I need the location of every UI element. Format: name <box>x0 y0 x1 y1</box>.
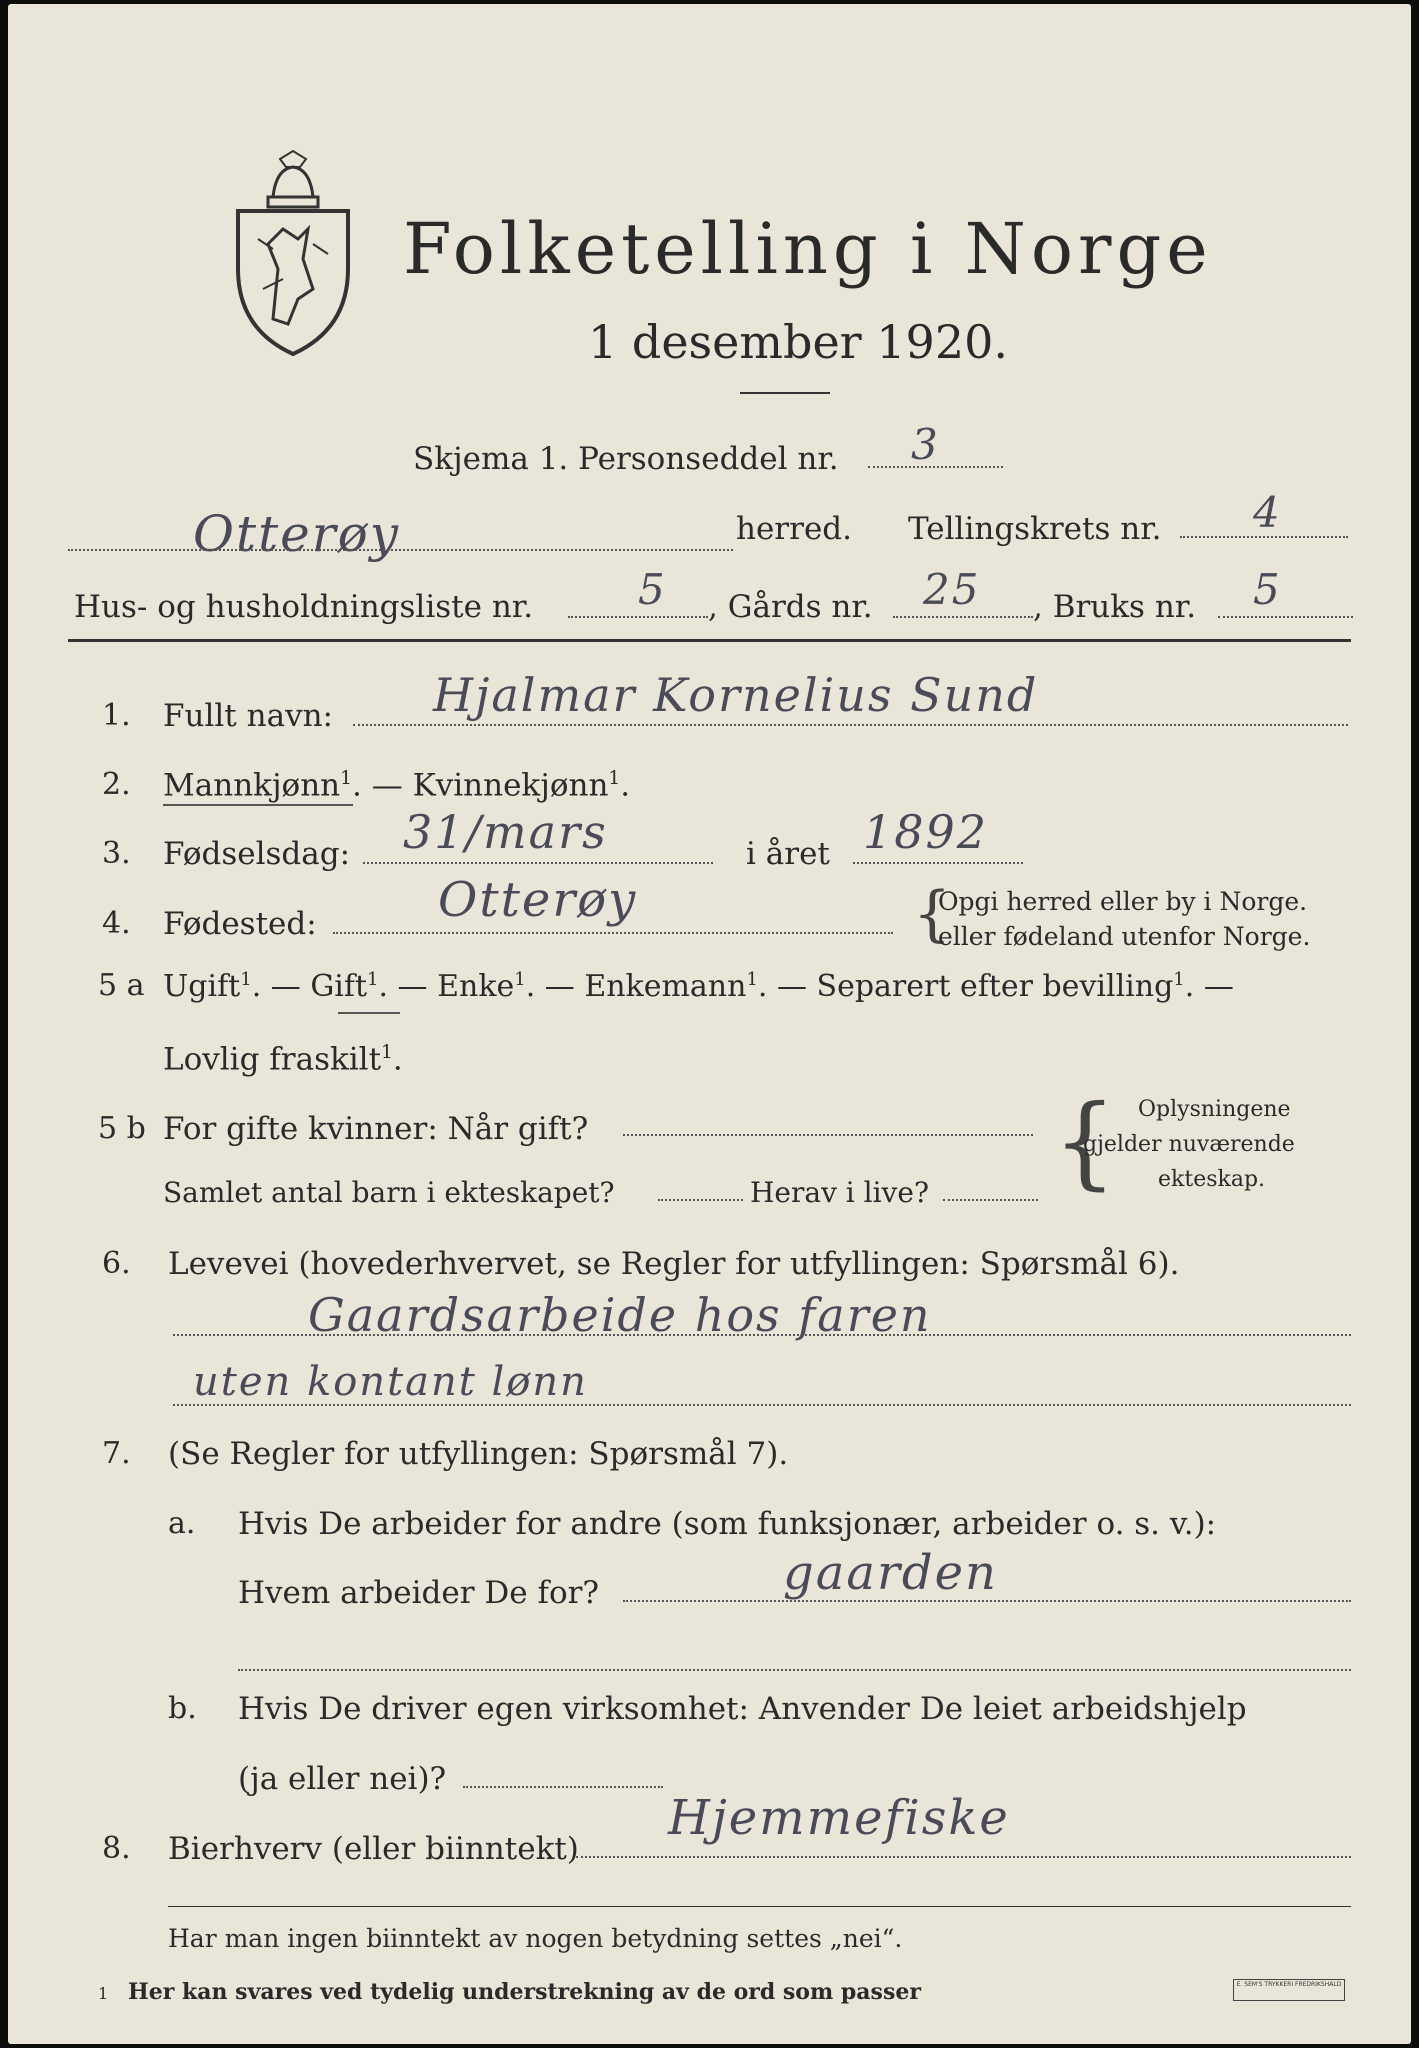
footer-note: Har man ingen biinntekt av nogen betydning settes „nei“. <box>168 1924 903 1953</box>
q8-label: Bierhverv (eller biinntekt) <box>168 1831 579 1867</box>
q6-answer-line-2: uten kontant lønn <box>193 1359 588 1405</box>
q5b-note-2: gjelder nuværende <box>1083 1132 1295 1157</box>
q7a-letter: a. <box>168 1506 196 1541</box>
q4-answer: Otterøy <box>438 872 638 928</box>
q5b-label: For gifte kvinner: Når gift? <box>163 1111 589 1147</box>
q5b-brace: { <box>1053 1083 1117 1200</box>
q6-label: Levevei (hovederhvervet, se Regler for utfyllingen: Spørsmål 6). <box>168 1246 1180 1282</box>
q1-answer: Hjalmar Kornelius Sund <box>433 668 1039 722</box>
q7a-text: Hvis De arbeider for andre (som funksjonær, arbeider o. s. v.): <box>238 1506 1217 1542</box>
q7a-answer: gaarden <box>783 1545 998 1601</box>
tellingskrets-label: Tellingskrets nr. <box>908 511 1162 547</box>
q4-note-2: eller fødeland utenfor Norge. <box>938 922 1311 951</box>
q3-day: 31/mars <box>403 805 608 859</box>
q7a-question: Hvem arbeider De for? <box>238 1575 600 1611</box>
census-form: Folketelling i Norge 1 desember 1920. Skjema 1. Personseddel nr. 3 Otterøy herred. Tellingskrets nr. 4 Hus- og husholdningsliste nr. 5 , Gårds nr. 25 , Bruks nr. 5 1. Fullt navn: Hjalmar Kornelius Sund 2. Mannkjønn$^1$. — Kvinnekjønn$^1$. 3. Fødselsdag: 31/mars i året 1892 4. Fødested: Otterøy { Opgi herred eller by i Norge. eller fødeland utenfor Norge. 5 a Ugift$^1$. — Gift$^1$. — Enke$^1$. — Enkemann$^1$. — Separert efter bevilling$^1$. — Lovlig fraskilt$^1$. 5 b For gifte kvinner: Når gift? Samlet antal barn i ekteskapet? Herav i live? { Oplysningene gjelder nuværende ekteskap. 6. Levevei (hovederhvervet, se Regler for utfyllingen: Spørsmål 6). Gaardsarbeide hos faren uten kontant lønn 7. (Se Regler for utfyllingen: Spørsmål 7). a. Hvis De arbeider for andre (som funksjonær, arbeider o. s. v.): Hvem arbeider De for? gaarden b. Hvis De driver egen virksomhet: Anvender De leiet arbeidshjelp (ja eller nei)? 8. Bierhverv (eller biinntekt) Hjemmefiske Har man ingen biinntekt av nogen betydning settes „nei“. 1 Her kan svares ved tydelig understrekning av de ord som passer E. SEM'S TRYKKERI FREDRIKSHALD <box>8 4 1411 2044</box>
q8-answer: Hjemmefiske <box>668 1790 1010 1846</box>
hus-label: Hus- og husholdningsliste nr. <box>74 589 534 625</box>
q4-note-1: Opgi herred eller by i Norge. <box>938 887 1308 916</box>
q5b-note-1: Oplysningene <box>1138 1097 1291 1122</box>
bruks-label: , Bruks nr. <box>1033 589 1197 625</box>
q5b-number: 5 b <box>98 1111 146 1146</box>
footnote-mark: 1 <box>98 1984 109 2003</box>
personseddel-nr: 3 <box>911 420 940 469</box>
census-date: 1 desember 1920. <box>588 315 1008 369</box>
q2-male[interactable]: Mannkjønn <box>163 767 341 804</box>
q2-female[interactable]: Kvinnekjønn <box>412 767 609 804</box>
q7-number: 7. <box>102 1436 131 1471</box>
q4-brace: { <box>913 879 952 949</box>
q5b-barn-label: Samlet antal barn i ekteskapet? <box>163 1176 615 1209</box>
q6-answer-line-1: Gaardsarbeide hos faren <box>308 1288 932 1342</box>
q5a-ugift[interactable]: Ugift <box>163 969 241 1004</box>
skjema-label: Skjema 1. Personseddel nr. <box>413 441 839 477</box>
q3-number: 3. <box>102 836 131 871</box>
q5a-enkemann[interactable]: Enkemann <box>584 969 747 1004</box>
q5a-separert[interactable]: Separert efter bevilling <box>816 969 1174 1004</box>
q2-male-underline <box>163 804 353 806</box>
q1-label: Fullt navn: <box>163 698 333 734</box>
herred-name: Otterøy <box>193 505 401 563</box>
q7b-text: Hvis De driver egen virksomhet: Anvender De leiet arbeidshjelp <box>238 1691 1247 1727</box>
form-title: Folketelling i Norge <box>403 208 1213 290</box>
gards-nr: 25 <box>923 565 981 614</box>
tellingskrets-nr: 4 <box>1253 488 1282 537</box>
coat-of-arms-icon <box>228 149 358 359</box>
q5a-fraskilt[interactable]: Lovlig fraskilt <box>163 1041 382 1078</box>
q5b-live-label: Herav i live? <box>750 1176 929 1209</box>
gards-label: , Gårds nr. <box>708 589 873 625</box>
hus-nr: 5 <box>638 565 667 614</box>
q4-label: Fødested: <box>163 906 317 942</box>
herred-label: herred. <box>736 511 852 547</box>
q7-label: (Se Regler for utfyllingen: Spørsmål 7). <box>168 1436 789 1472</box>
q6-number: 6. <box>102 1246 131 1281</box>
q5a-enke[interactable]: Enke <box>437 969 515 1004</box>
bruks-nr: 5 <box>1253 565 1282 614</box>
footer-rule <box>168 1906 1351 1907</box>
printer-stamp <box>1233 1979 1345 2001</box>
header-rule <box>68 639 1351 642</box>
footnote: Her kan svares ved tydelig understrekning av de ord som passer <box>128 1979 921 2005</box>
q5b-note-3: ekteskap. <box>1158 1167 1266 1192</box>
q8-number: 8. <box>102 1831 131 1866</box>
q4-number: 4. <box>102 906 131 941</box>
q1-number: 1. <box>102 698 131 733</box>
q5a-gift-underline <box>338 1012 400 1014</box>
title-divider <box>740 392 830 394</box>
q3-year-label: i året <box>746 836 830 872</box>
q5a-number: 5 a <box>98 968 145 1003</box>
q7b-question: (ja eller nei)? <box>238 1761 447 1797</box>
printer-text: E. SEM'S TRYKKERI FREDRIKSHALD <box>1236 1981 1342 1988</box>
q2-number: 2. <box>102 767 131 802</box>
q5a-gift[interactable]: Gift <box>310 969 368 1004</box>
q3-label: Fødselsdag: <box>163 836 351 872</box>
q7b-letter: b. <box>168 1691 197 1726</box>
q3-year: 1892 <box>863 805 989 859</box>
